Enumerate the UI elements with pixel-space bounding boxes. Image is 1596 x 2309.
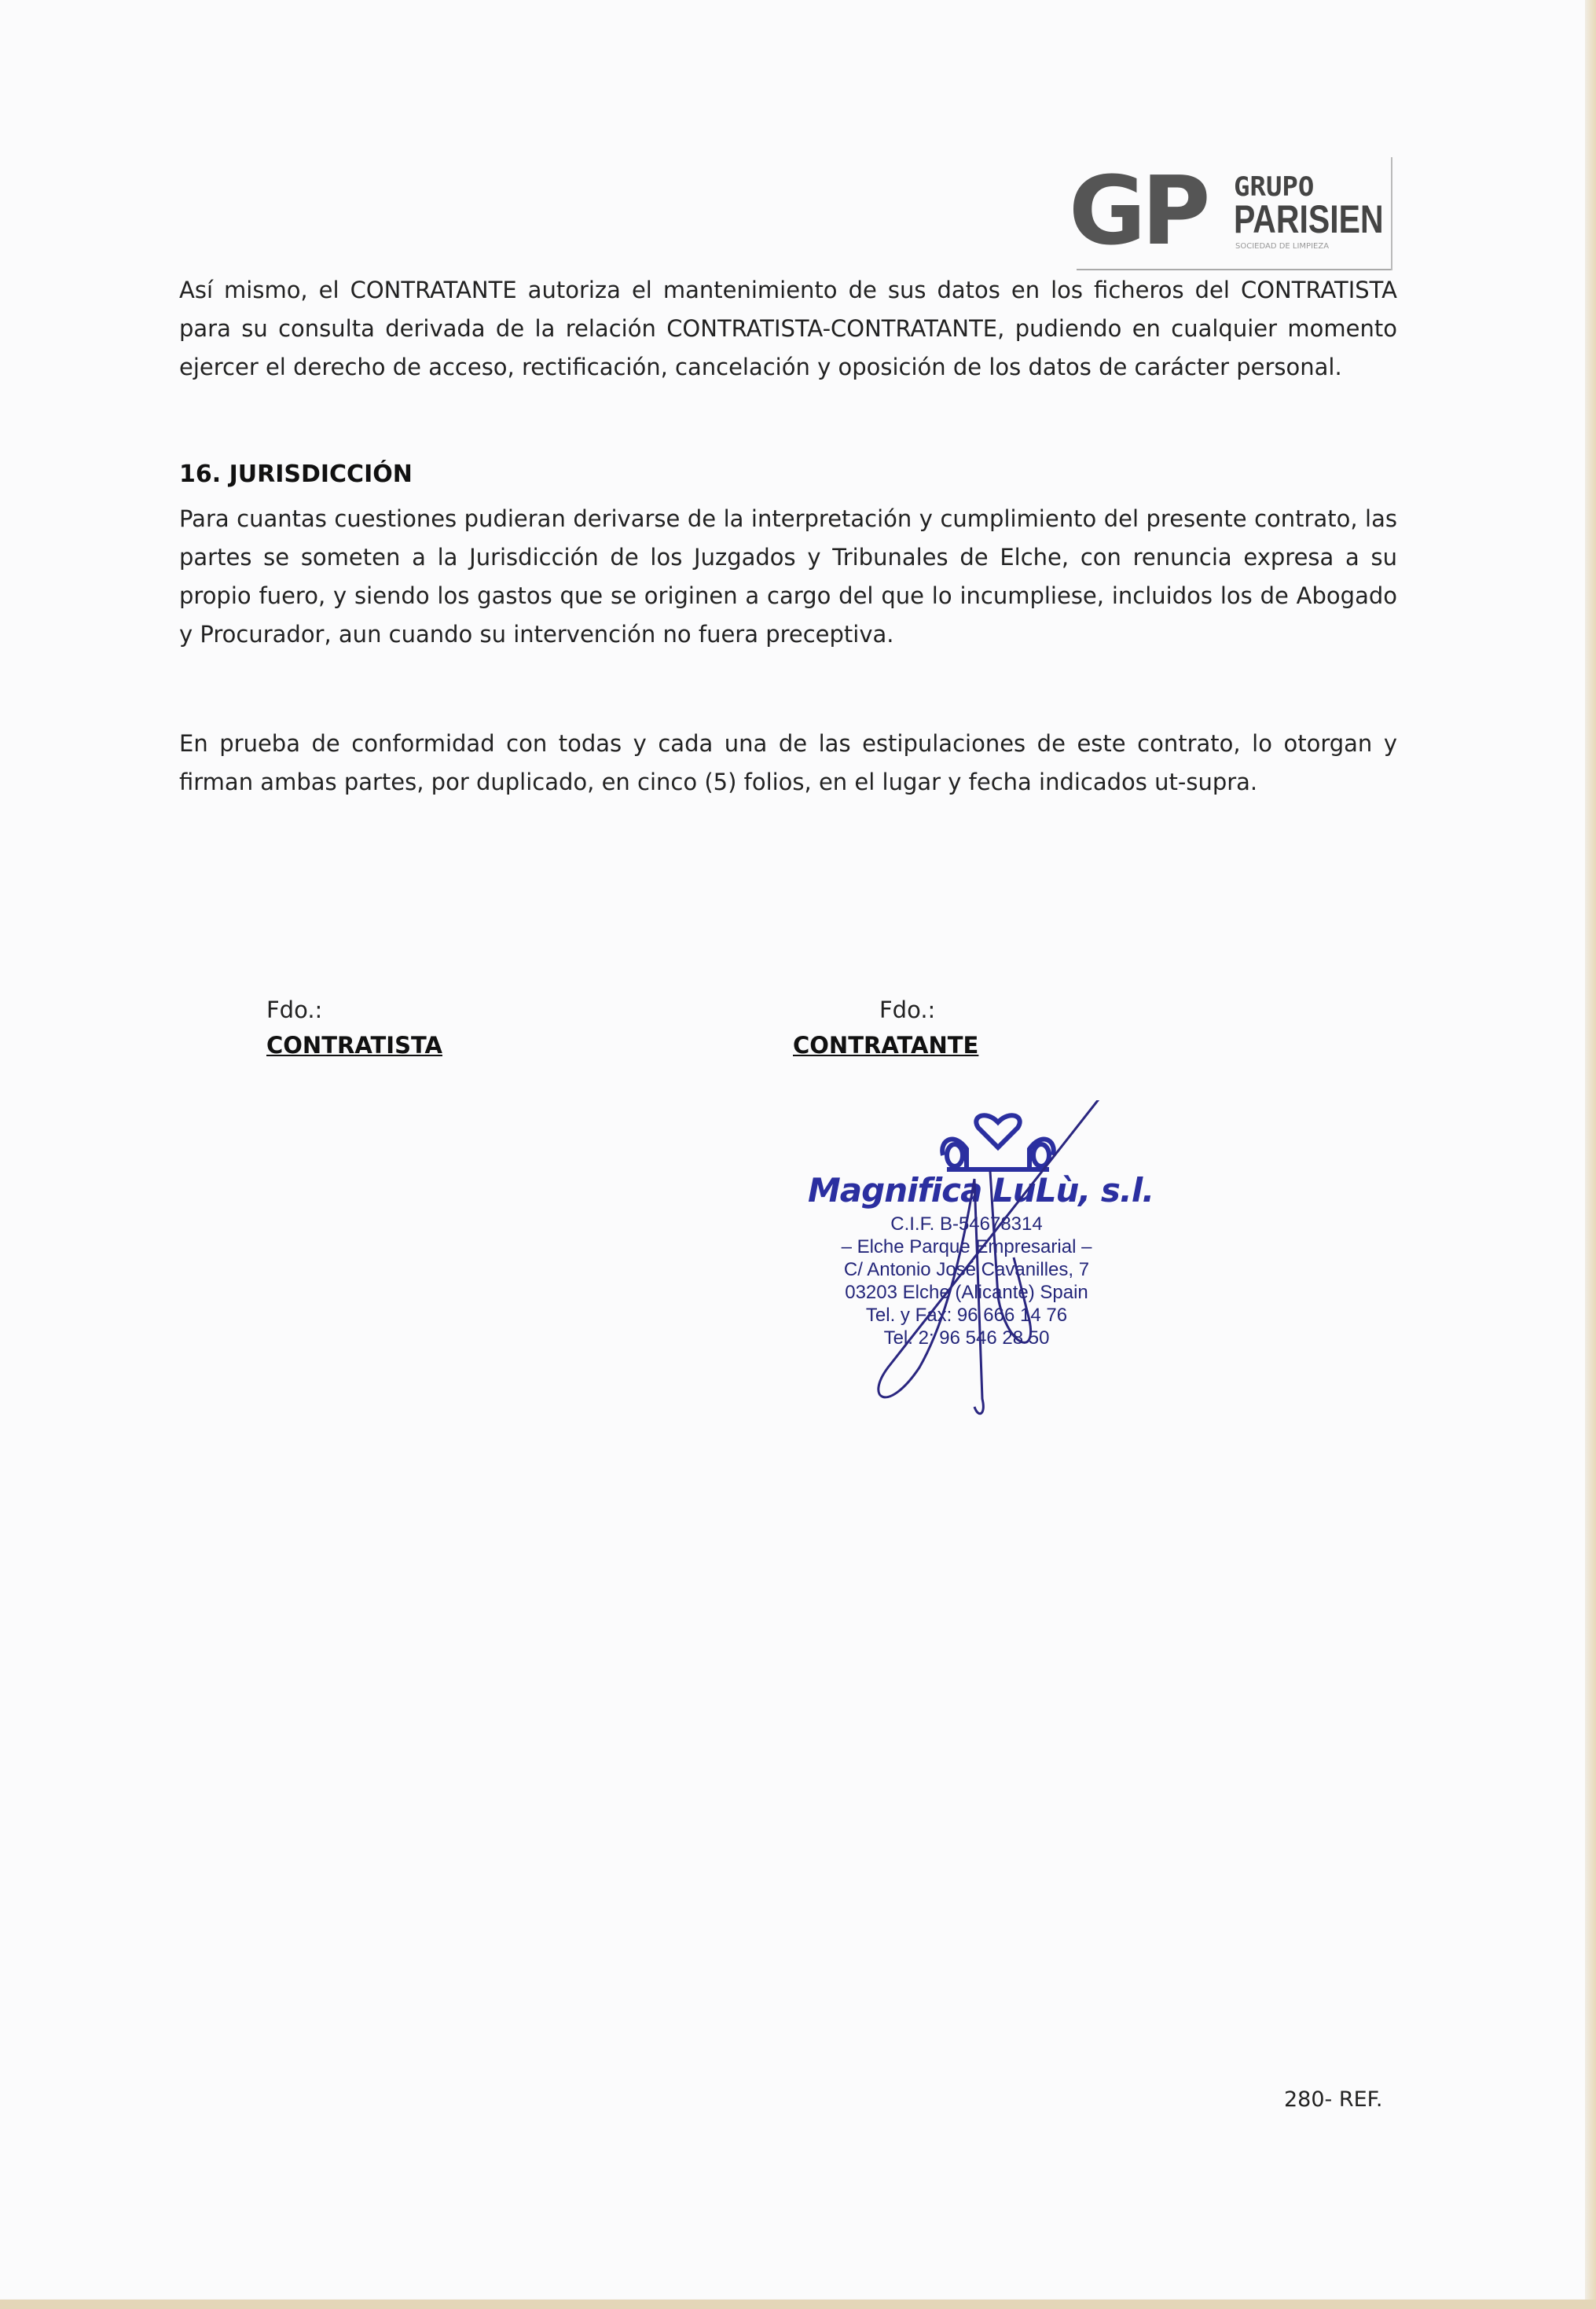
signature-role-left: CONTRATISTA: [266, 1032, 442, 1059]
logo-line1: GRUPO: [1234, 171, 1315, 203]
signature-label-left: Fdo.:: [266, 997, 323, 1023]
stamp-company-name: Magnifica LuLù, s.l.: [808, 1171, 1154, 1210]
signature-label-right: Fdo.:: [879, 997, 936, 1023]
stamp-city: 03203 Elche (Alicante) Spain: [845, 1282, 1088, 1303]
logo-mark: GP: [1069, 157, 1206, 266]
logo-tagline: SOCIEDAD DE LIMPIEZA: [1235, 242, 1330, 251]
signature-role-right: CONTRATANTE: [793, 1032, 979, 1059]
data-protection-paragraph: Así mismo, el CONTRATANTE autoriza el mantenimiento de sus datos en los ficheros del CONTRATISTA para su consulta derivada de la relación CONTRATISTA-CONTRATANTE, pudiendo en cualquier momento ejercer el derecho de acceso, rectificación, cancelación y oposición de los datos de carácter personal.: [179, 277, 1397, 380]
stamp-park: – Elche Parque Empresarial –: [841, 1236, 1092, 1257]
logo-divider: [1077, 269, 1391, 270]
section-heading: 16. JURISDICCIÓN: [179, 461, 413, 488]
closing-paragraph: En prueba de conformidad con todas y cada una de las estipulaciones de este contrato, lo otorgan y firman ambas partes, por duplicado, en cinco (5) folios, en el lugar y fecha indicados ut-supra.: [179, 730, 1397, 795]
jurisdiction-paragraph: Para cuantas cuestiones pudieran derivarse de la interpretación y cumplimiento del presente contrato, las partes se someten a la Jurisdicción de los Juzgados y Tribunales de Elche, con renuncia expresa a su propio fuero, y siendo los gastos que se originen a cargo del que lo incumpliese, incluidos los de Abogado y Procurador, aun cuando su intervención no fuera preceptiva.: [179, 505, 1397, 648]
company-stamp: [786, 1100, 1226, 1430]
stamp-tel-fax: Tel. y Fax: 96 666 14 76: [865, 1305, 1068, 1326]
page-edge: [1585, 0, 1596, 2309]
company-logo: [1069, 157, 1399, 267]
page-reference: 280- REF.: [1284, 2087, 1383, 2112]
logo-divider: [1391, 157, 1392, 270]
logo-line2: PARISIEN: [1234, 197, 1384, 241]
stamp-tel2: Tel. 2: 96 546 28 50: [883, 1327, 1050, 1349]
handwritten-signature: [786, 1100, 1226, 1430]
stamp-street: C/ Antonio José Cavanilles, 7: [843, 1259, 1090, 1280]
stamp-cif: C.I.F. B-54678314: [890, 1213, 1043, 1235]
page-bottom-edge: [0, 2300, 1596, 2309]
